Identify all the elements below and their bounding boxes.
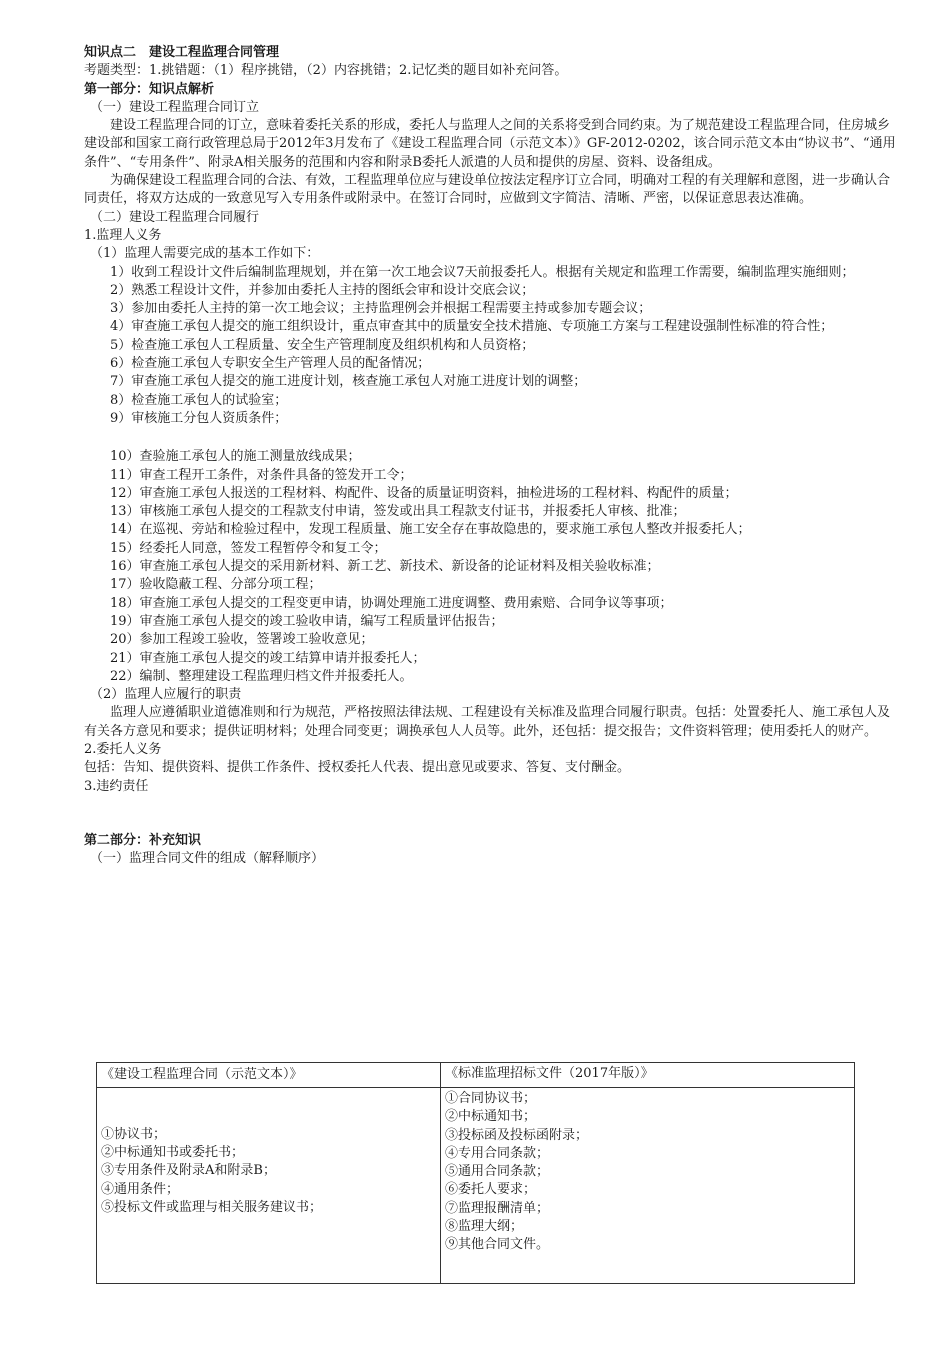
part1-s2-1-2-paragraph: 监理人应遵循职业道德准则和行为规范，严格按照法律法规、工程建设有关标准及监理合同履行职责。包括：处置委托人、施工承包人及有关各方意见和要求；提供证明材料；处理合同变更；调换承包人人员等。此外，还包括：提交报告；文件资料管理；使用委托人的财产。	[84, 705, 891, 739]
list-item: ①协议书；	[101, 1126, 167, 1142]
list-item: ③投标函及投标函附录；	[445, 1127, 589, 1143]
part2-s1-title: （一）监理合同文件的组成（解释顺序）	[90, 851, 325, 867]
list-item: 21）审查施工承包人提交的竣工结算申请并报委托人；	[110, 650, 426, 666]
list-item: ①合同协议书；	[445, 1091, 537, 1106]
duties-list-a	[84, 264, 896, 429]
list-item: ⑧监理大纲；	[445, 1219, 524, 1235]
part1-s1-paragraph1: 建设工程监理合同的订立，意味着委托关系的形成，委托人与监理人之间的关系将受到合同约束。为了规范建设工程监理合同，住房城乡建设部和国家工商行政管理总局于2012年3月发布了《建设工程监理合同（示范文本）》GF-2012-0202，该合同示范文本由“协议书”、“通用条件”、“专用条件”、附录A相关服务的范围和内容和附录B委托人派遣的人员和提供的房屋、资料、设备组成。	[84, 118, 896, 170]
list-item: 2）熟悉工程设计文件，并参加由委托人主持的图纸会审和设计交底会议；	[110, 282, 535, 298]
list-item: ②中标通知书；	[445, 1109, 537, 1125]
list-item: 3）参加由委托人主持的第一次工地会议；主持监理例会并根据工程需要主持或参加专题会议；	[110, 301, 652, 317]
document-page	[84, 44, 896, 868]
list-item: 12）审查施工承包人报送的工程材料、构配件、设备的质量证明资料，抽检进场的工程材料、构配件的质量；	[110, 485, 738, 501]
list-item: 7）审查施工承包人提交的施工进度计划，核查施工承包人对施工进度计划的调整；	[110, 374, 587, 390]
list-item: 1）收到工程设计文件后编制监理规划，并在第一次工地会议7天前报委托人。根据有关规定和监理工作需要，编制监理实施细则；	[110, 264, 855, 280]
list-item: 11）审查工程开工条件，对条件具备的签发开工令；	[110, 467, 413, 483]
list-item: ③专用条件及附录A和附录B；	[101, 1163, 276, 1179]
part1-s2-title: （二）建设工程监理合同履行	[90, 209, 260, 225]
part1-s1-paragraph2: 为确保建设工程监理合同的合法、有效，工程监理单位应与建设单位按法定程序订立合同，明确对工程的有关理解和意图，进一步确认合同责任，将双方达成的一致意见写入专用条件或附录中。在签订合同时，应做到文字简洁、清晰、严密，以保证意思表达准确。	[84, 173, 891, 207]
table-header-cell: 《建设工程监理合同（示范文本）》	[97, 1063, 441, 1088]
part1-s2-1-1-title: （1）监理人需要完成的基本工作如下：	[90, 246, 320, 262]
part1-s1-title: （一）建设工程监理合同订立	[90, 99, 260, 115]
part1-s2-2-paragraph: 包括：告知、提供资料、提供工作条件、授权委托人代表、提出意见或要求、答复、支付酬金。	[84, 760, 631, 776]
table-header-cell: 《标准监理招标文件（2017年版）》	[441, 1063, 855, 1088]
list-item: ⑤通用合同条款；	[445, 1164, 550, 1180]
list-item: ⑤投标文件或监理与相关服务建议书；	[101, 1199, 323, 1215]
table-cell-col1	[97, 1088, 441, 1284]
list-item: ④通用条件；	[101, 1181, 180, 1197]
list-item: 22）编制、整理建设工程监理归档文件并报委托人。	[110, 668, 413, 684]
part1-s2-3-title: 3.违约责任	[84, 778, 149, 794]
duties-list-b	[84, 448, 896, 686]
list-item: 9）审核施工分包人资质条件；	[110, 410, 288, 426]
part1-s2-1-2-title: （2）监理人应履行的职责	[90, 687, 242, 703]
list-item: 18）审查施工承包人提交的工程变更申请，协调处理施工进度调整、费用索赔、合同争议等事项；	[110, 595, 673, 611]
list-item: ⑥委托人要求；	[445, 1182, 537, 1198]
list-item: 4）审查施工承包人提交的施工组织设计，重点审查其中的质量安全技术措施、专项施工方案与工程建设强制性标准的符合性；	[110, 319, 834, 335]
list-item: ⑦监理报酬清单；	[445, 1200, 550, 1216]
list-item: 15）经委托人同意，签发工程暂停令和复工令；	[110, 540, 387, 556]
section-title: 知识点二 建设工程监理合同管理	[84, 45, 280, 60]
list-item: 20）参加工程竣工验收，签署竣工验收意见；	[110, 632, 374, 648]
list-item: ④专用合同条款；	[445, 1145, 550, 1161]
exam-type: 考题类型：1.挑错题：（1）程序挑错，（2）内容挑错；2.记忆类的题目如补充问答。	[84, 63, 568, 79]
part1-s2-2-title: 2.委托人义务	[84, 741, 162, 757]
list-item: 8）检查施工承包人的试验室；	[110, 392, 288, 408]
list-item: 14）在巡视、旁站和检验过程中，发现工程质量、施工安全存在事故隐患的，要求施工承包人整改并报委托人；	[110, 522, 751, 538]
part2-heading: 第二部分：补充知识	[84, 832, 202, 848]
list-item: 16）审查施工承包人提交的采用新材料、新工艺、新技术、新设备的论证材料及相关验收标准；	[110, 559, 660, 575]
list-item: 5）检查施工承包人工程质量、安全生产管理制度及组织机构和人员资格；	[110, 337, 535, 353]
part1-s2-1-title: 1.监理人义务	[84, 227, 162, 243]
list-item: ②中标通知书或委托书；	[101, 1145, 245, 1161]
part1-heading: 第一部分：知识点解析	[84, 81, 215, 97]
list-item: 19）审查施工承包人提交的竣工验收申请，编写工程质量评估报告；	[110, 613, 504, 629]
table-cell-col2	[441, 1088, 855, 1284]
list-item: ⑨其他合同文件。	[445, 1237, 550, 1253]
contract-documents-table	[96, 1062, 855, 1284]
list-item: 17）验收隐蔽工程、分部分项工程；	[110, 577, 322, 593]
list-item: 13）审核施工承包人提交的工程款支付申请，签发或出具工程款支付证书，并报委托人审核、批准；	[110, 504, 686, 520]
list-item: 10）查验施工承包人的施工测量放线成果；	[110, 449, 361, 465]
list-item: 6）检查施工承包人专职安全生产管理人员的配备情况；	[110, 356, 431, 372]
